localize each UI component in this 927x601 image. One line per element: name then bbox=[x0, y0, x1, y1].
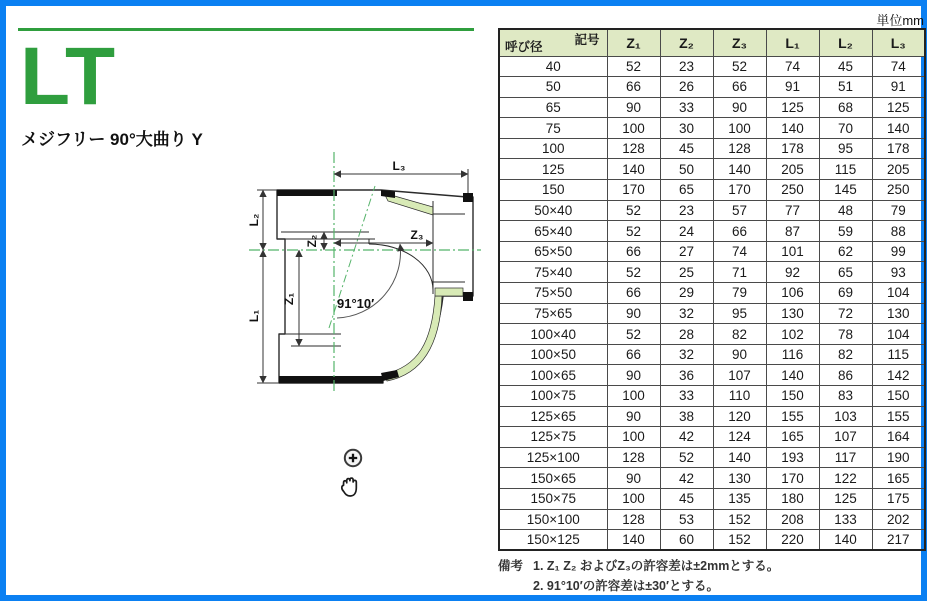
row-size-cell: 50×40 bbox=[499, 200, 607, 221]
label-L1: L₁ bbox=[247, 309, 261, 323]
value-cell: 36 bbox=[660, 365, 713, 386]
value-cell: 90 bbox=[607, 303, 660, 324]
column-header-l1: L₁ bbox=[766, 29, 819, 56]
value-cell: 82 bbox=[713, 324, 766, 345]
table-row bbox=[499, 509, 925, 530]
value-cell: 42 bbox=[660, 468, 713, 489]
table-row bbox=[499, 56, 925, 77]
value-cell: 107 bbox=[819, 427, 872, 448]
value-cell: 133 bbox=[819, 509, 872, 530]
notes bbox=[498, 556, 779, 596]
value-cell: 178 bbox=[766, 138, 819, 159]
table-row bbox=[499, 180, 925, 201]
value-cell: 79 bbox=[713, 283, 766, 304]
value-cell: 32 bbox=[660, 344, 713, 365]
value-cell: 220 bbox=[766, 530, 819, 551]
value-cell: 100 bbox=[713, 118, 766, 139]
table-row bbox=[499, 262, 925, 283]
value-cell: 23 bbox=[660, 56, 713, 77]
value-cell: 66 bbox=[607, 77, 660, 98]
value-cell: 140 bbox=[819, 530, 872, 551]
value-cell: 150 bbox=[766, 386, 819, 407]
value-cell: 140 bbox=[607, 530, 660, 551]
product-code: LT bbox=[20, 31, 117, 122]
value-cell: 180 bbox=[766, 488, 819, 509]
value-cell: 88 bbox=[872, 221, 925, 242]
table-row bbox=[499, 200, 925, 221]
value-cell: 170 bbox=[713, 180, 766, 201]
label-Z1: Z₁ bbox=[282, 292, 296, 306]
value-cell: 140 bbox=[872, 118, 925, 139]
row-size-cell: 65×40 bbox=[499, 221, 607, 242]
value-cell: 25 bbox=[660, 262, 713, 283]
value-cell: 23 bbox=[660, 200, 713, 221]
table-row bbox=[499, 283, 925, 304]
value-cell: 95 bbox=[713, 303, 766, 324]
value-cell: 115 bbox=[872, 344, 925, 365]
value-cell: 205 bbox=[766, 159, 819, 180]
row-size-cell: 150 bbox=[499, 180, 607, 201]
value-cell: 65 bbox=[819, 262, 872, 283]
value-cell: 95 bbox=[819, 138, 872, 159]
value-cell: 117 bbox=[819, 447, 872, 468]
value-cell: 29 bbox=[660, 283, 713, 304]
value-cell: 120 bbox=[713, 406, 766, 427]
value-cell: 152 bbox=[713, 530, 766, 551]
value-cell: 66 bbox=[607, 344, 660, 365]
value-cell: 51 bbox=[819, 77, 872, 98]
corner-label-diameter: 呼び径 bbox=[505, 39, 543, 54]
value-cell: 60 bbox=[660, 530, 713, 551]
value-cell: 103 bbox=[819, 406, 872, 427]
value-cell: 128 bbox=[607, 138, 660, 159]
value-cell: 92 bbox=[766, 262, 819, 283]
spec-table-body bbox=[499, 56, 925, 550]
note-line-1: 1. Z₁ Z₂ およびZ₃の許容差は±2mmとする。 bbox=[533, 559, 780, 573]
row-size-cell: 100×50 bbox=[499, 344, 607, 365]
value-cell: 130 bbox=[872, 303, 925, 324]
value-cell: 26 bbox=[660, 77, 713, 98]
value-cell: 52 bbox=[607, 200, 660, 221]
value-cell: 90 bbox=[607, 468, 660, 489]
zoom-in-icon[interactable] bbox=[342, 447, 364, 469]
hand-grab-cursor-icon bbox=[334, 469, 368, 503]
corner-label-symbol: 記号 bbox=[574, 33, 600, 47]
value-cell: 205 bbox=[872, 159, 925, 180]
value-cell: 130 bbox=[766, 303, 819, 324]
table-row bbox=[499, 241, 925, 262]
row-size-cell: 125×75 bbox=[499, 427, 607, 448]
note-line-2: 2. 91°10′の許容差は±30′とする。 bbox=[533, 579, 719, 593]
value-cell: 150 bbox=[872, 386, 925, 407]
value-cell: 69 bbox=[819, 283, 872, 304]
value-cell: 100 bbox=[607, 118, 660, 139]
value-cell: 170 bbox=[766, 468, 819, 489]
value-cell: 24 bbox=[660, 221, 713, 242]
row-size-cell: 150×100 bbox=[499, 509, 607, 530]
value-cell: 45 bbox=[819, 56, 872, 77]
label-L3: L₃ bbox=[392, 159, 406, 173]
label-L2: L₂ bbox=[247, 213, 261, 227]
row-size-cell: 65×50 bbox=[499, 241, 607, 262]
value-cell: 45 bbox=[660, 488, 713, 509]
value-cell: 124 bbox=[713, 427, 766, 448]
value-cell: 28 bbox=[660, 324, 713, 345]
row-size-cell: 75×40 bbox=[499, 262, 607, 283]
value-cell: 170 bbox=[607, 180, 660, 201]
value-cell: 68 bbox=[819, 97, 872, 118]
column-header-z1: Z₁ bbox=[607, 29, 660, 56]
row-size-cell: 65 bbox=[499, 97, 607, 118]
value-cell: 48 bbox=[819, 200, 872, 221]
value-cell: 87 bbox=[766, 221, 819, 242]
value-cell: 140 bbox=[766, 118, 819, 139]
value-cell: 83 bbox=[819, 386, 872, 407]
value-cell: 125 bbox=[872, 97, 925, 118]
row-size-cell: 75 bbox=[499, 118, 607, 139]
value-cell: 165 bbox=[766, 427, 819, 448]
value-cell: 217 bbox=[872, 530, 925, 551]
value-cell: 66 bbox=[607, 241, 660, 262]
value-cell: 193 bbox=[766, 447, 819, 468]
row-size-cell: 100×40 bbox=[499, 324, 607, 345]
row-size-cell: 125 bbox=[499, 159, 607, 180]
column-header-l2: L₂ bbox=[819, 29, 872, 56]
value-cell: 32 bbox=[660, 303, 713, 324]
value-cell: 52 bbox=[607, 221, 660, 242]
notes-label: 備考 bbox=[498, 559, 524, 573]
value-cell: 128 bbox=[607, 509, 660, 530]
row-size-cell: 75×50 bbox=[499, 283, 607, 304]
value-cell: 93 bbox=[872, 262, 925, 283]
value-cell: 30 bbox=[660, 118, 713, 139]
table-row bbox=[499, 427, 925, 448]
note-lines bbox=[533, 556, 779, 596]
value-cell: 106 bbox=[766, 283, 819, 304]
value-cell: 250 bbox=[766, 180, 819, 201]
dimension-table bbox=[498, 28, 926, 551]
value-cell: 140 bbox=[766, 365, 819, 386]
value-cell: 102 bbox=[766, 324, 819, 345]
value-cell: 82 bbox=[819, 344, 872, 365]
row-size-cell: 50 bbox=[499, 77, 607, 98]
table-row bbox=[499, 365, 925, 386]
value-cell: 202 bbox=[872, 509, 925, 530]
table-row bbox=[499, 447, 925, 468]
value-cell: 53 bbox=[660, 509, 713, 530]
value-cell: 42 bbox=[660, 427, 713, 448]
table-row bbox=[499, 97, 925, 118]
value-cell: 45 bbox=[660, 138, 713, 159]
value-cell: 145 bbox=[819, 180, 872, 201]
value-cell: 79 bbox=[872, 200, 925, 221]
value-cell: 52 bbox=[607, 56, 660, 77]
value-cell: 57 bbox=[713, 200, 766, 221]
table-row bbox=[499, 118, 925, 139]
label-Z2: Z₂ bbox=[305, 234, 319, 248]
table-row bbox=[499, 221, 925, 242]
table-row bbox=[499, 138, 925, 159]
value-cell: 74 bbox=[713, 241, 766, 262]
table-row bbox=[499, 303, 925, 324]
row-size-cell: 40 bbox=[499, 56, 607, 77]
value-cell: 62 bbox=[819, 241, 872, 262]
table-row bbox=[499, 406, 925, 427]
value-cell: 90 bbox=[607, 365, 660, 386]
row-size-cell: 100×75 bbox=[499, 386, 607, 407]
label-Z3: Z₃ bbox=[410, 228, 424, 242]
value-cell: 178 bbox=[872, 138, 925, 159]
value-cell: 130 bbox=[713, 468, 766, 489]
value-cell: 52 bbox=[607, 324, 660, 345]
value-cell: 155 bbox=[872, 406, 925, 427]
value-cell: 115 bbox=[819, 159, 872, 180]
table-row bbox=[499, 324, 925, 345]
value-cell: 128 bbox=[713, 138, 766, 159]
value-cell: 107 bbox=[713, 365, 766, 386]
value-cell: 74 bbox=[766, 56, 819, 77]
row-size-cell: 125×65 bbox=[499, 406, 607, 427]
value-cell: 125 bbox=[766, 97, 819, 118]
table-row bbox=[499, 530, 925, 551]
value-cell: 33 bbox=[660, 97, 713, 118]
value-cell: 52 bbox=[607, 262, 660, 283]
value-cell: 104 bbox=[872, 324, 925, 345]
row-size-cell: 150×75 bbox=[499, 488, 607, 509]
unit-label: 単位mm bbox=[876, 13, 924, 28]
value-cell: 50 bbox=[660, 159, 713, 180]
value-cell: 86 bbox=[819, 365, 872, 386]
value-cell: 135 bbox=[713, 488, 766, 509]
label-angle: 91°10′ bbox=[337, 296, 375, 311]
row-size-cell: 125×100 bbox=[499, 447, 607, 468]
value-cell: 101 bbox=[766, 241, 819, 262]
product-subtitle: メジフリー 90°大曲り Y bbox=[21, 130, 203, 149]
value-cell: 90 bbox=[713, 344, 766, 365]
value-cell: 208 bbox=[766, 509, 819, 530]
value-cell: 90 bbox=[713, 97, 766, 118]
row-size-cell: 75×65 bbox=[499, 303, 607, 324]
value-cell: 128 bbox=[607, 447, 660, 468]
value-cell: 72 bbox=[819, 303, 872, 324]
value-cell: 77 bbox=[766, 200, 819, 221]
value-cell: 52 bbox=[660, 447, 713, 468]
fitting-cross-section-diagram bbox=[241, 144, 486, 399]
value-cell: 59 bbox=[819, 221, 872, 242]
value-cell: 27 bbox=[660, 241, 713, 262]
value-cell: 71 bbox=[713, 262, 766, 283]
value-cell: 165 bbox=[872, 468, 925, 489]
value-cell: 90 bbox=[607, 406, 660, 427]
row-size-cell: 150×65 bbox=[499, 468, 607, 489]
table-row bbox=[499, 77, 925, 98]
corner-header-cell bbox=[499, 29, 607, 56]
value-cell: 142 bbox=[872, 365, 925, 386]
value-cell: 52 bbox=[713, 56, 766, 77]
value-cell: 125 bbox=[819, 488, 872, 509]
value-cell: 140 bbox=[713, 159, 766, 180]
socket-highlight-right bbox=[435, 288, 463, 296]
value-cell: 190 bbox=[872, 447, 925, 468]
value-cell: 90 bbox=[607, 97, 660, 118]
value-cell: 70 bbox=[819, 118, 872, 139]
value-cell: 116 bbox=[766, 344, 819, 365]
value-cell: 78 bbox=[819, 324, 872, 345]
value-cell: 164 bbox=[872, 427, 925, 448]
value-cell: 110 bbox=[713, 386, 766, 407]
value-cell: 38 bbox=[660, 406, 713, 427]
value-cell: 152 bbox=[713, 509, 766, 530]
value-cell: 66 bbox=[713, 77, 766, 98]
table-row bbox=[499, 468, 925, 489]
table-header-row bbox=[499, 29, 925, 56]
value-cell: 250 bbox=[872, 180, 925, 201]
value-cell: 66 bbox=[607, 283, 660, 304]
table-row bbox=[499, 488, 925, 509]
table-row bbox=[499, 344, 925, 365]
value-cell: 74 bbox=[872, 56, 925, 77]
value-cell: 122 bbox=[819, 468, 872, 489]
value-cell: 155 bbox=[766, 406, 819, 427]
row-size-cell: 100×65 bbox=[499, 365, 607, 386]
row-size-cell: 100 bbox=[499, 138, 607, 159]
value-cell: 66 bbox=[713, 221, 766, 242]
value-cell: 33 bbox=[660, 386, 713, 407]
column-header-l3: L₃ bbox=[872, 29, 925, 56]
value-cell: 100 bbox=[607, 488, 660, 509]
value-cell: 175 bbox=[872, 488, 925, 509]
value-cell: 100 bbox=[607, 386, 660, 407]
table-row bbox=[499, 386, 925, 407]
column-header-z2: Z₂ bbox=[660, 29, 713, 56]
table-row bbox=[499, 159, 925, 180]
value-cell: 104 bbox=[872, 283, 925, 304]
value-cell: 100 bbox=[607, 427, 660, 448]
column-header-z3: Z₃ bbox=[713, 29, 766, 56]
value-cell: 65 bbox=[660, 180, 713, 201]
value-cell: 140 bbox=[713, 447, 766, 468]
value-cell: 91 bbox=[766, 77, 819, 98]
value-cell: 99 bbox=[872, 241, 925, 262]
value-cell: 140 bbox=[607, 159, 660, 180]
row-size-cell: 150×125 bbox=[499, 530, 607, 551]
fitting-body-outline bbox=[277, 190, 473, 383]
value-cell: 91 bbox=[872, 77, 925, 98]
